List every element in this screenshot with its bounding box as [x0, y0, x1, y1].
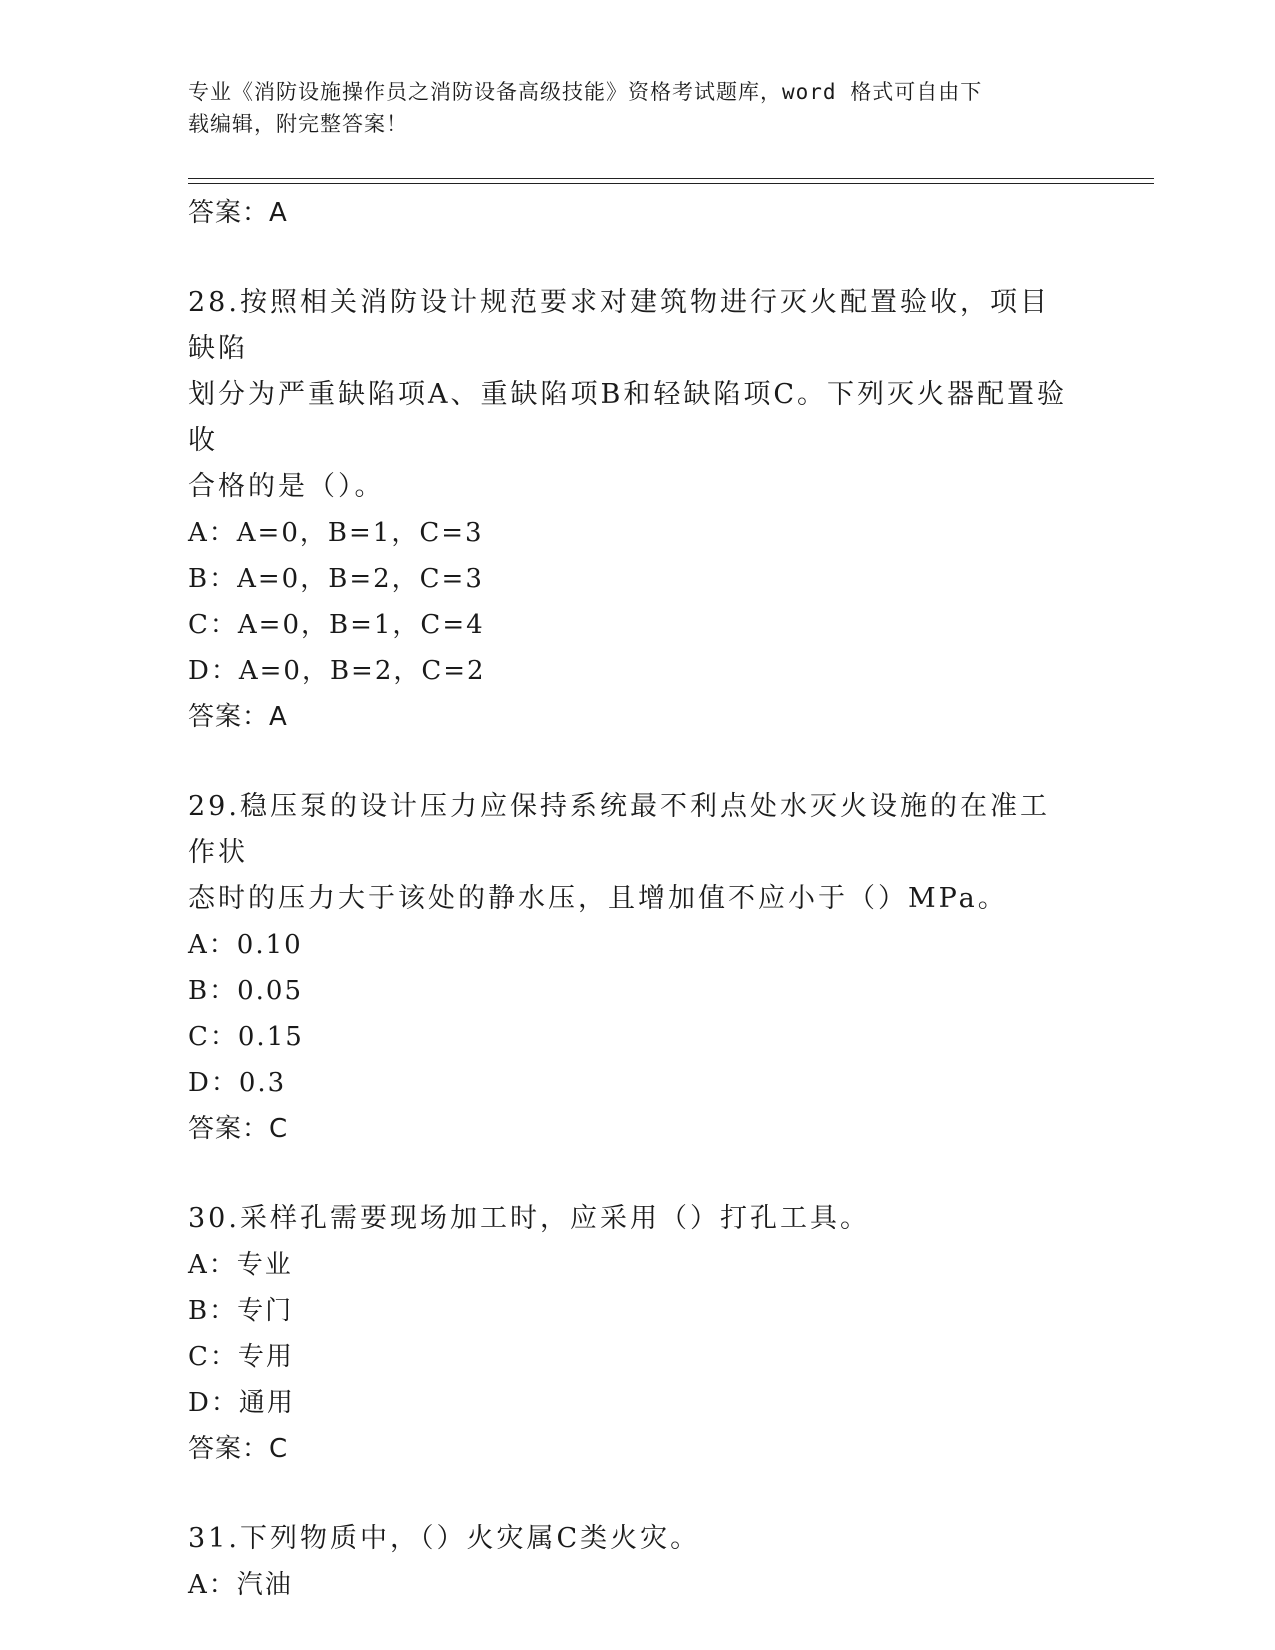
option-a: A：专业 — [188, 1250, 293, 1280]
previous-answer: 答案：A — [188, 198, 288, 228]
question-list — [188, 190, 1068, 1608]
stem-line: 30.采样孔需要现场加工时，应采用（）打孔工具。 — [188, 1203, 870, 1234]
option-a: A：0.10 — [188, 930, 303, 960]
option-a: A：A=0，B=1，C=3 — [188, 518, 484, 548]
spacer — [188, 740, 1068, 784]
option-c: C：0.15 — [188, 1022, 304, 1052]
option-c: C：A=0，B=1，C=4 — [188, 610, 485, 640]
header-divider-bottom — [188, 183, 1154, 184]
spacer — [188, 1152, 1068, 1196]
option-b: B：A=0，B=2，C=3 — [188, 564, 484, 594]
option-d: D：通用 — [188, 1388, 295, 1418]
question-stem — [188, 1196, 1068, 1242]
spacer — [188, 1472, 1068, 1516]
question-30 — [188, 1196, 1068, 1472]
answer: 答案：C — [188, 1114, 289, 1144]
stem-line: 31.下列物质中，（）火灾属C类火灾。 — [188, 1523, 701, 1554]
option-b: B：专门 — [188, 1296, 294, 1326]
document-header — [188, 76, 1068, 140]
stem-line: 划分为严重缺陷项A、重缺陷项B和轻缺陷项C。下列灭火器配置验收 — [188, 379, 1067, 456]
question-stem — [188, 280, 1068, 510]
stem-line: 态时的压力大于该处的静水压，且增加值不应小于（）MPa。 — [188, 883, 1008, 914]
question-28 — [188, 280, 1068, 740]
option-c: C：专用 — [188, 1342, 294, 1372]
stem-line: 29.稳压泵的设计压力应保持系统最不利点处水灭火设施的在准工作状 — [188, 791, 1050, 868]
spacer — [188, 236, 1068, 280]
option-a: A：汽油 — [188, 1570, 293, 1600]
option-b: B：0.05 — [188, 976, 303, 1006]
answer: 答案：A — [188, 702, 288, 732]
question-29 — [188, 784, 1068, 1152]
header-line-2: 载编辑，附完整答案！ — [188, 112, 408, 136]
answer: 答案：C — [188, 1434, 289, 1464]
question-31 — [188, 1516, 1068, 1608]
header-divider-top — [188, 178, 1154, 179]
stem-line: 28.按照相关消防设计规范要求对建筑物进行灭火配置验收，项目缺陷 — [188, 287, 1050, 364]
stem-line: 合格的是（）。 — [188, 471, 385, 502]
option-d: D：0.3 — [188, 1068, 287, 1098]
question-stem — [188, 784, 1068, 922]
option-d: D：A=0，B=2，C=2 — [188, 656, 486, 686]
question-stem — [188, 1516, 1068, 1562]
header-line-1: 专业《消防设施操作员之消防设备高级技能》资格考试题库，word 格式可自由下 — [188, 80, 983, 104]
